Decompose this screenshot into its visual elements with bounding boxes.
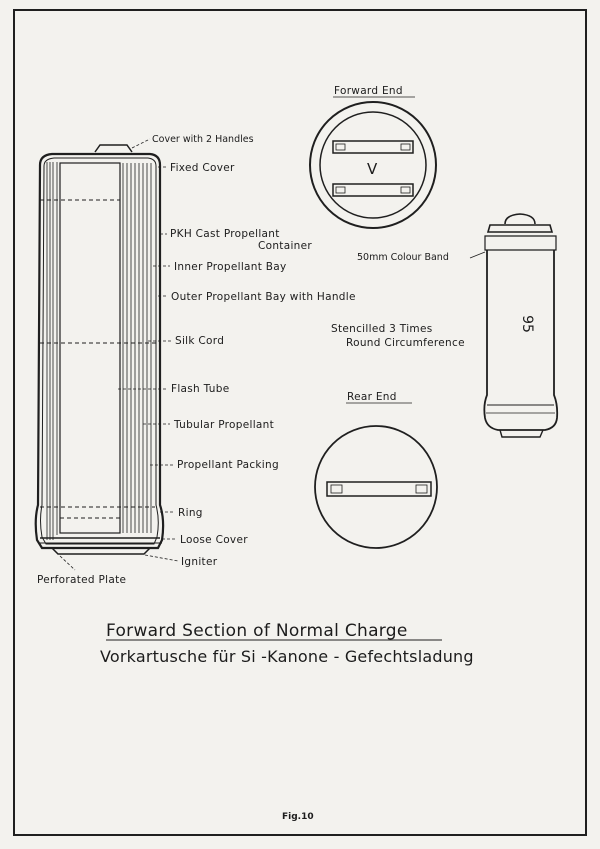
figure-number: Fig.10 xyxy=(282,812,314,822)
label-cover-handles: Cover with 2 Handles xyxy=(152,134,254,145)
label-propellant-packing: Propellant Packing xyxy=(177,459,279,471)
label-perforated-plate: Perforated Plate xyxy=(37,574,127,586)
charge-section-drawing xyxy=(36,145,163,554)
forward-end-title: Forward End xyxy=(334,85,403,97)
label-stencil-1: Stencilled 3 Times xyxy=(331,323,433,335)
label-ring: Ring xyxy=(178,507,203,519)
rear-end-view xyxy=(315,391,437,548)
page-border xyxy=(14,10,586,835)
label-tubular-propellant: Tubular Propellant xyxy=(174,419,275,431)
label-flash-tube: Flash Tube xyxy=(171,383,230,395)
outer-container xyxy=(36,154,163,548)
cover-handle xyxy=(95,145,132,152)
caption xyxy=(100,621,474,822)
label-inner-bay: Inner Propellant Bay xyxy=(174,261,287,273)
label-colour-band: 50mm Colour Band xyxy=(357,252,449,263)
cartridge-body xyxy=(484,250,557,430)
cartridge-side-view xyxy=(470,214,557,437)
label-igniter: Igniter xyxy=(181,556,218,568)
rear-end-circle xyxy=(315,426,437,548)
label-pkh-container-1: PKH Cast Propellant xyxy=(170,228,280,240)
label-pkh-container-2: Container xyxy=(258,240,313,252)
colour-band xyxy=(485,236,556,250)
forward-end-mark: V xyxy=(367,160,378,178)
stencil-mark: 95 xyxy=(519,315,535,333)
label-outer-bay: Outer Propellant Bay with Handle xyxy=(171,291,356,303)
label-silk-cord: Silk Cord xyxy=(175,335,225,347)
label-loose-cover: Loose Cover xyxy=(180,534,248,546)
section-dashes xyxy=(40,200,160,518)
label-fixed-cover: Fixed Cover xyxy=(170,162,235,174)
caption-subtitle: Vorkartusche für Si -Kanone - Gefechtsladung xyxy=(100,647,474,666)
left-wall-layers xyxy=(47,162,57,540)
label-stencil-2: Round Circumference xyxy=(346,337,465,349)
forward-end-view xyxy=(310,85,436,228)
tubular-propellant-column xyxy=(120,163,151,533)
container-lining xyxy=(41,158,159,544)
rear-handle xyxy=(327,482,431,496)
rear-end-title: Rear End xyxy=(347,391,397,403)
inner-propellant-bay xyxy=(60,163,120,533)
caption-title: Forward Section of Normal Charge xyxy=(106,621,408,641)
